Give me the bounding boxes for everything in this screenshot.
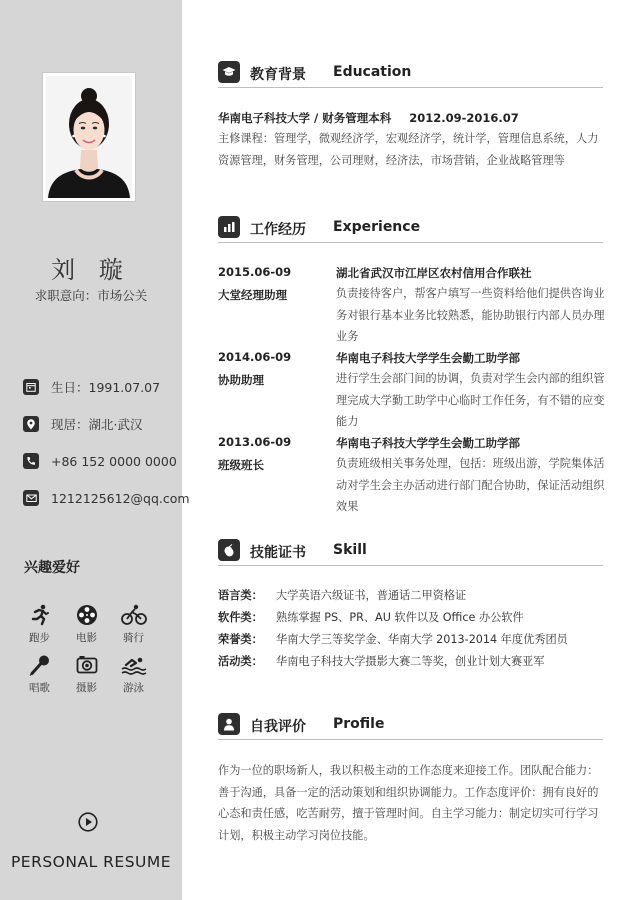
calendar-icon xyxy=(23,379,39,395)
education-dates: 2012.09-2016.07 xyxy=(409,111,519,125)
skill-value: 大学英语六级证书，普通话二甲资格证 xyxy=(276,589,467,602)
experience-org: 华南电子科技大学学生会勤工助学部 xyxy=(336,351,520,365)
skill-row xyxy=(218,609,524,625)
skill-row xyxy=(218,653,545,669)
skill-value: 熟练掌握 PS、PR、AU 软件以及 Office 办公软件 xyxy=(276,611,524,624)
section-experience xyxy=(218,216,603,243)
skill-row xyxy=(218,587,466,603)
profile-photo xyxy=(43,73,135,201)
experience-date: 2014.06-09 xyxy=(218,350,292,364)
experience-title-cn: 工作经历 xyxy=(250,222,306,238)
running-icon xyxy=(29,604,51,626)
self-evaluation-text: 作为一位的职场新人，我以积极主动的工作态度来迎接工作。团队配合能力：善于沟通，具备一定的活动策划和组织协调能力。工作态度评价：拥有良好的心态和责任感，吃苦耐劳，擅于管理时间。自主学习能力：制定切实可行学习计划，积极主动学习岗位技能。 xyxy=(218,764,599,842)
hobbies-title: 兴趣爱好 xyxy=(24,560,80,576)
location-text: 现居：湖北·武汉 xyxy=(51,417,143,432)
skill-value: 华南大学三等奖学金、华南大学 2013-2014 年度优秀团员 xyxy=(276,633,568,646)
skills-title-cn: 技能证书 xyxy=(250,545,306,561)
education-title-en: Education xyxy=(333,64,412,80)
education-summary xyxy=(218,110,519,126)
person-icon xyxy=(218,713,240,735)
experience-desc: 负责接待客户，帮客户填写一些资料给他们提供咨询业务对银行基本业务比较熟悉，能协助银行内部人员办理业务 xyxy=(336,287,605,343)
hobby-singing xyxy=(16,654,63,695)
mouse-icon xyxy=(218,539,240,561)
experience-org: 华南电子科技大学学生会勤工助学部 xyxy=(336,436,520,450)
skill-row xyxy=(218,631,568,647)
hobby-cycling xyxy=(110,604,157,645)
school-major: 华南电子科技大学 / 财务管理本科 xyxy=(218,111,392,125)
hobby-label: 跑步 xyxy=(29,632,50,644)
hobby-swimming xyxy=(110,654,157,695)
hobby-label: 骑行 xyxy=(123,632,144,644)
graduation-cap-icon xyxy=(218,61,240,83)
education-courses: 主修课程：管理学，微观经济学，宏观经济学，统计学，管理信息系统，人力资源管理，财务管理，公司理财，经济法，市场营销，企业战略管理等 xyxy=(218,132,599,167)
camera-icon xyxy=(76,654,98,676)
skills-title-en: Skill xyxy=(333,542,367,558)
experience-org: 湖北省武汉市江岸区农村信用合作联社 xyxy=(336,266,532,280)
education-title-cn: 教育背景 xyxy=(250,67,306,83)
contact-phone[interactable] xyxy=(23,453,177,469)
cycling-icon xyxy=(121,604,147,626)
hobby-label: 摄影 xyxy=(76,682,97,694)
hobby-photography xyxy=(63,654,110,695)
profile-title-en: Profile xyxy=(333,716,385,732)
play-icon[interactable] xyxy=(78,812,98,832)
email-text[interactable]: 1212125612@qq.com xyxy=(51,490,190,506)
hobby-label: 电影 xyxy=(76,632,97,644)
candidate-name: 刘 璇 xyxy=(51,256,131,284)
hobby-label: 游泳 xyxy=(123,682,144,694)
experience-role: 大堂经理助理 xyxy=(218,288,287,302)
experience-role: 班级班长 xyxy=(218,458,264,472)
experience-title-en: Experience xyxy=(333,219,421,235)
experience-role: 协助助理 xyxy=(218,373,264,387)
skill-value: 华南电子科技大学摄影大赛二等奖，创业计划大赛亚军 xyxy=(276,655,545,668)
hobby-running xyxy=(16,604,63,645)
bar-chart-icon xyxy=(218,216,240,238)
skill-key: 语言类： xyxy=(218,589,263,602)
section-skills xyxy=(218,539,603,566)
hobbies-grid xyxy=(16,604,166,695)
experience-desc: 负责班级相关事务处理，包括：班级出游，学院集体活动对学生会主办活动进行部门配合协助，保证活动组织效果 xyxy=(336,457,605,513)
experience-date: 2013.06-09 xyxy=(218,435,292,449)
email-icon xyxy=(23,490,39,506)
contact-location xyxy=(23,416,142,432)
job-intent: 求职意向：市场公关 xyxy=(34,288,148,303)
section-education xyxy=(218,61,603,88)
skill-key: 软件类： xyxy=(218,611,263,624)
footer-personal-resume: PERSONAL RESUME xyxy=(10,853,172,871)
location-pin-icon xyxy=(23,416,39,432)
skill-key: 荣誉类： xyxy=(218,633,263,646)
skill-key: 活动类： xyxy=(218,655,263,668)
microphone-icon xyxy=(29,654,51,676)
contact-birthday xyxy=(23,379,160,395)
phone-icon xyxy=(23,453,39,469)
film-reel-icon xyxy=(76,604,98,626)
section-profile xyxy=(218,713,603,740)
experience-desc: 进行学生会部门间的协调，负责对学生会内部的组织管理完成大学勤工助学中心临时工作任务，有不错的应变能力 xyxy=(336,372,605,428)
swimming-icon xyxy=(121,654,147,676)
phone-text[interactable]: +86 152 0000 0000 xyxy=(51,453,177,469)
birthday-text: 生日：1991.07.07 xyxy=(51,380,161,395)
contact-email[interactable] xyxy=(23,490,190,506)
experience-date: 2015.06-09 xyxy=(218,265,292,279)
hobby-label: 唱歌 xyxy=(29,682,50,694)
hobby-film xyxy=(63,604,110,645)
sidebar xyxy=(0,0,190,900)
profile-title-cn: 自我评价 xyxy=(250,719,306,735)
